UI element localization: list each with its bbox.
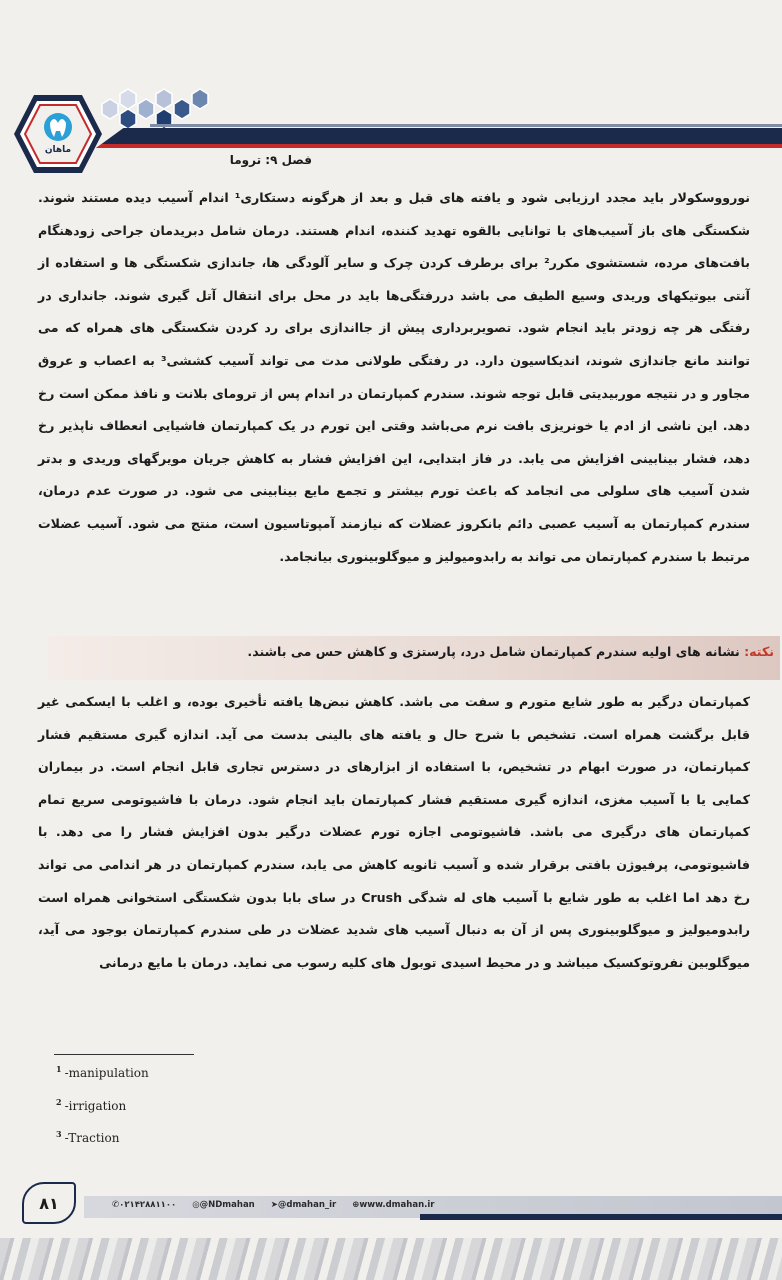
footnote-text: -irrigation — [64, 1099, 127, 1113]
website-contact: ⊕www.dmahan.ir — [352, 1200, 435, 1210]
footnote-number: 3 — [56, 1129, 62, 1139]
bottom-decorative-stripes — [0, 1238, 782, 1280]
header-accent-line — [150, 124, 782, 127]
paragraph-1: نورووسکولار باید مجدد ارزیابی شود و یافته های قبل و بعد از هرگونه دستکاری¹ اندام آسیب دیده مستند شوند. شکستگی های باز آسیب‌های با توانایی بالقوه تهدید کننده، اندام هستند. درمان شامل دبریدمان جراحی زودهنگام بافت‌های مرده، شستشوی مکرر² برای برطرف کردن چرک و سایر آلودگی ها، جاندازی شکستگی ها و استفاده از آنتی بیوتیکهای وریدی وسیع الطیف می باشد دررفتگی‌ها باید در محل برای انتقال آتل گیری شوند. جانداری در رفتگی هر چه زودتر باید انجام شود. تصویربرداری پیش از جااندازی برای رد کردن شکستگی های همراه که می توانند مانع جاندازی شوند، اندیکاسیون دارد. در رفتگی طولانی مدت می تواند آسیب کششی³ به اعصاب و عروق مجاور و در نتیجه موربیدیتی قابل توجه شوند. سندرم کمپارتمان در اندام پس از ترومای بلانت و نافذ ممکن است رخ دهد. این ناشی از ادم یا خونریزی بافت نرم می‌باشد وقتی این تورم در یک کمپارتمان فاشیایی انعطاف ناپذیر رخ دهد، فشار بینابینی افزایش می یابد. در فاز ابتدایی، این افزایش فشار به کاهش جریان مویرگهای وریدی و بدتر شدن آسیب های سلولی می انجامد که باعث تورم بیشتر و تجمع مایع بینابینی می شود. در صورت عدم درمان، سندرم کمپارتمان به آسیب عصبی دائم بانکروز عضلات که نیازمند آمپوتاسیون است، منتج می شود. آسیب عضلات مرتبط با سندرم کمپارتمان می تواند به رابدومیولیز و میوگلوبینوری بیانجامد. — [38, 190, 750, 564]
footnote-divider — [54, 1054, 194, 1055]
publisher-logo — [12, 93, 104, 175]
note-label: نکته: — [744, 644, 774, 659]
footnote-number: 1 — [56, 1064, 62, 1074]
footnote-text: -Traction — [64, 1131, 120, 1145]
footnote-number: 2 — [56, 1097, 62, 1107]
telegram-contact: ➤@dmahan_ir — [270, 1200, 337, 1210]
paragraph-2: کمپارتمان درگیر به طور شایع متورم و سفت می باشد. کاهش نبض‌ها یافته تأخیری بوده، و اغلب با ایسکمی غیر قابل برگشت همراه است. تشخیص با شرح حال و یافته های بالینی بدست می آید. اندازه گیری مستقیم فشار کمپارتمان، در صورت ابهام در تشخیص، با استفاده از ابزارهای در دسترس تجاری قابل انجام است. در بیماران کمایی یا با آسیب مغزی، اندازه گیری مستقیم فشار کمپارتمان باید انجام شود. درمان با فاشیوتومی سریع تمام کمپارتمان های درگیری می باشد. فاشیوتومی اجازه تورم عضلات درگیر بدون افزایش فشار را می دهد. با فاشیوتومی، پرفیوژن بافتی برقرار شده و آسیب ثانویه کاهش می یابد، سندرم کمپارتمان در هر اندامی می تواند رخ دهد اما اغلب به طور شایع با آسیب های له شدگی Crush در سای بابا بدون شکستگی استخوانی همراه است رابدومیولیز و میوگلوبینوری پس از آن به دنبال آسیب های شدید عضلات در طی سندرم کمپارتمان بوجود می آید، میوگلوبین نفروتوکسیک میباشد و در محیط اسیدی توبول های کلیه رسوب می نماید. درمان با مایع درمانی — [38, 694, 750, 970]
instagram-contact: ◎@NDmahan — [192, 1200, 255, 1210]
header-bar — [96, 128, 782, 148]
footer-contacts — [112, 1200, 434, 1210]
note-text: نشانه های اولیه سندرم کمپارتمان شامل درد، پارستزی و کاهش حس می باشند. — [247, 644, 745, 659]
chapter-title: فصل ۹: تروما — [229, 153, 312, 167]
phone-contact: ✆۰۲۱۴۲۸۸۱۱۰۰ — [112, 1200, 177, 1210]
page-number: ۸۱ — [22, 1182, 76, 1224]
footnote-2 — [56, 1097, 126, 1113]
logo-text: ماهان — [44, 145, 72, 155]
footnote-3 — [56, 1129, 119, 1145]
footnote-text: -manipulation — [64, 1066, 149, 1080]
footnote-1 — [56, 1064, 149, 1080]
note-box — [48, 636, 780, 680]
footer-accent-bar — [420, 1214, 782, 1220]
note-line — [247, 644, 774, 659]
